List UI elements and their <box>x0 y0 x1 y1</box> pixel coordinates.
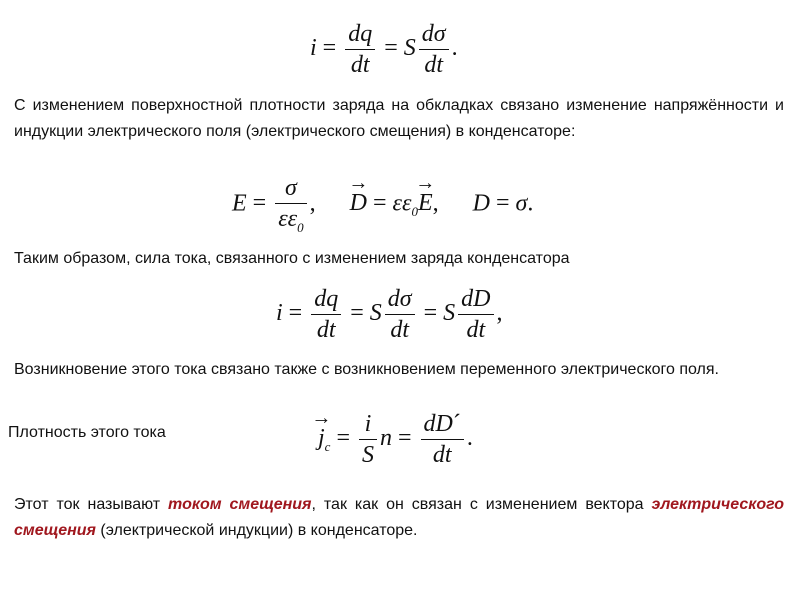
vector-j: → j <box>318 426 325 450</box>
vector-e: → E <box>418 191 433 215</box>
formula-current-density: → $j_c$ = $\frac{i}{S}$ n = $\frac{dD´}{dt}$ . <box>318 412 473 467</box>
paragraph-current: Таким образом, сила тока, связанного с изменением заряда конденсатора <box>14 250 570 267</box>
fraction: $\frac{i}{S}$ <box>359 412 377 467</box>
paragraph-displacement-current: Этот ток называют током смещения, так как он связан с изменением вектора электрического смещения (электрической индукции) в конденсаторе. <box>14 496 785 539</box>
formula-symbol: i <box>310 35 317 62</box>
paragraph-intro: С изменением поверхностной плотности заряда на обкладках связано изменение напряжённости и индукции электрического поля (электрического смещения) в конденсаторе: <box>14 97 784 140</box>
fraction: $\frac{d\sigma}{dt}$ <box>419 22 449 77</box>
formula-current-definition: i = $\frac{dq}{dt}$ = S $\frac{d\sigma}{dt}$ . <box>310 21 458 78</box>
vector-d: → D <box>350 191 367 215</box>
term-electric-displacement: электрического смещения <box>14 496 785 539</box>
fraction: $\frac{\sigma}{\varepsilon\varepsilon_0}$ <box>275 176 306 234</box>
formula-field-relations: E = $\frac{\sigma}{\varepsilon\varepsilon_0}$ , → $D = \varepsilon\varepsilon_0\to E$, D = σ. <box>232 176 533 234</box>
formula-current-chain: i = $\frac{dq}{dt}$ = S $\frac{d\sigma}{dt}$ = S $\frac{dD}{dt}$ , <box>276 286 503 343</box>
fraction: $\frac{d\sigma}{dt}$ <box>385 287 415 342</box>
fraction: $\frac{dq}{dt}$ <box>311 287 341 342</box>
fraction: $\frac{dq}{dt}$ <box>345 22 375 77</box>
fraction: $\frac{dD´}{dt}$ <box>421 412 464 467</box>
term-displacement-current: током смещения <box>168 496 312 513</box>
fraction: $\frac{dD}{dt}$ <box>458 287 493 342</box>
paragraph-density-label: Плотность этого тока <box>8 424 166 441</box>
paragraph-variable-field: Возникновение этого тока связано также с возникновением переменного электрического поля. <box>14 361 719 378</box>
formula-symbol: S <box>403 35 416 62</box>
